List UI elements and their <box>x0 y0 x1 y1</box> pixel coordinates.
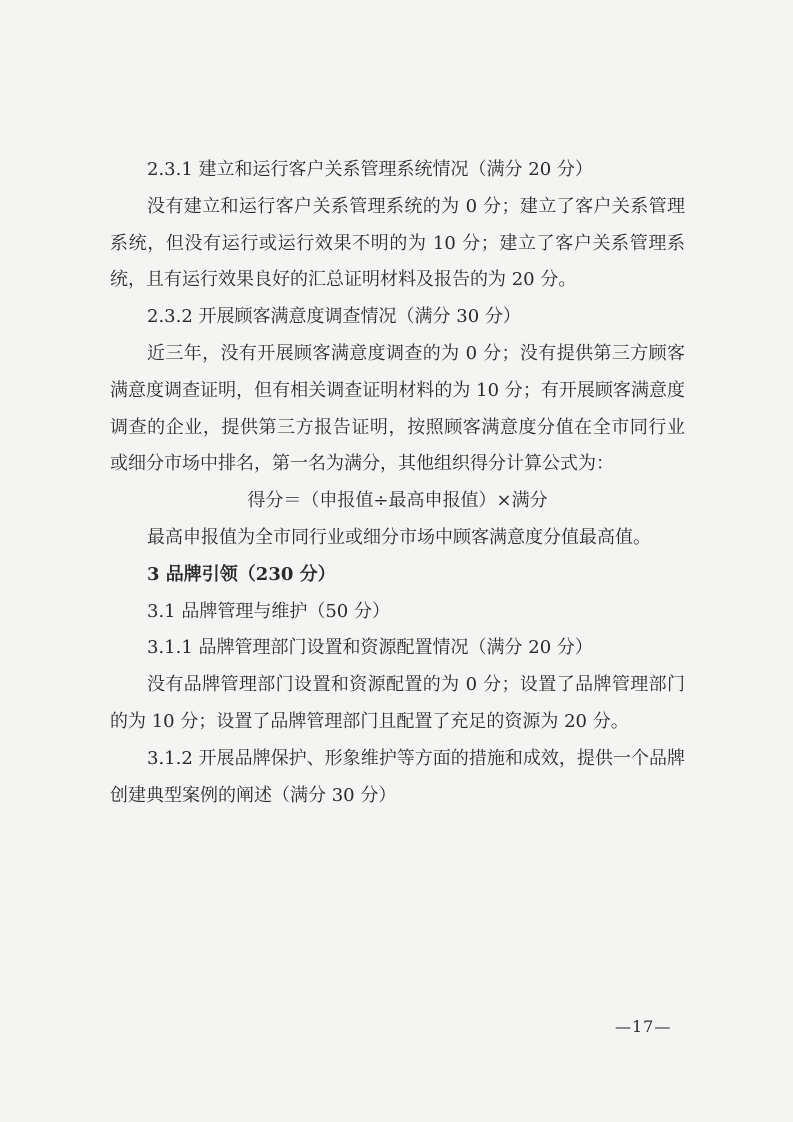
paragraph-2-3-1: 没有建立和运行客户关系管理系统的为 0 分；建立了客户关系管理系统，但没有运行或运行效果不明的为 10 分；建立了客户关系管理系统，且有运行效果良好的汇总证明材料及报告的为 20 分。 <box>110 195 685 291</box>
paragraph-2-3-2: 近三年，没有开展顾客满意度调查的为 0 分；没有提供第三方顾客满意度调查证明，但有相关调查证明材料的为 10 分；有开展顾客满意度调查的企业，提供第三方报告证明，按照顾客满意度分值在全市同行业或细分市场中排名，第一名为满分，其他组织得分计算公式为： <box>110 342 685 475</box>
section-heading-2-3-2: 2.3.2 开展顾客满意度调查情况（满分 30 分） <box>147 306 521 328</box>
document-body <box>110 152 685 814</box>
paragraph-note: 最高申报值为全市同行业或细分市场中顾客满意度分值最高值。 <box>147 526 651 548</box>
section-heading-3-1-1: 3.1.1 品牌管理部门设置和资源配置情况（满分 20 分） <box>147 637 593 659</box>
section-heading-3: 3 品牌引领（230 分） <box>147 563 336 585</box>
score-formula: 得分＝（申报值÷最高申报值）×满分 <box>247 490 548 512</box>
section-heading-3-1-2: 3.1.2 开展品牌保护、形象维护等方面的措施和成效，提供一个品牌创建典型案例的阐述（满分 30 分） <box>110 747 685 806</box>
page-number: —17— <box>615 1017 672 1036</box>
section-heading-3-1: 3.1 品牌管理与维护（50 分） <box>147 600 390 622</box>
paragraph-3-1-1: 没有品牌管理部门设置和资源配置的为 0 分；设置了品牌管理部门的为 10 分；设置了品牌管理部门且配置了充足的资源为 20 分。 <box>110 674 685 732</box>
section-heading-2-3-1: 2.3.1 建立和运行客户关系管理系统情况（满分 20 分） <box>147 159 593 180</box>
